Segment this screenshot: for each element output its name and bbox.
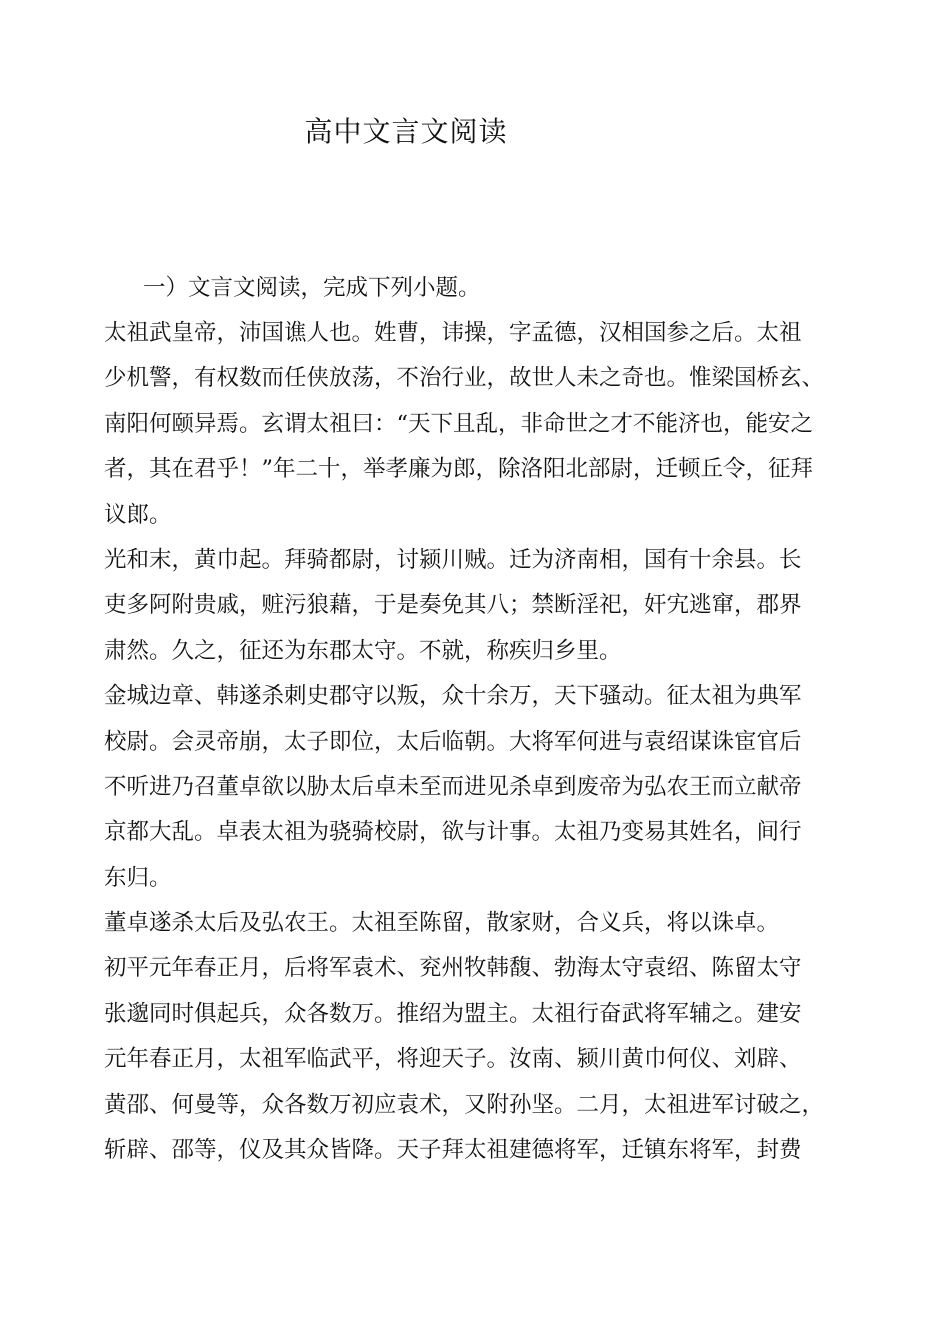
passage-line: 太祖武皇帝，沛国谯人也。姓曹，讳操，字孟德，汉相国参之后。太祖 (104, 320, 802, 346)
passage-line: 金城边章、韩遂杀刺史郡守以叛，众十余万，天下骚动。征太祖为典军 (104, 683, 802, 710)
passage-line: 南阳何颐异焉。玄谓太祖曰：“天下且乱，非命世之才不能济也，能安之 (104, 410, 814, 437)
passage-line: 京都大乱。卓表太祖为骁骑校尉，欲与计事。太祖乃变易其姓名，间行 (104, 819, 802, 846)
passage-body (104, 311, 849, 1173)
passage-line: 不听进乃召董卓欲以胁太后卓未至而进见杀卓到废帝为弘农王而立献帝 (104, 773, 802, 800)
passage-line: 董卓遂杀太后及弘农王。太祖至陈留，散家财，合义兵，将以诛卓。 (104, 910, 780, 937)
passage-line: 东归。 (104, 864, 172, 891)
passage-line: 斩辟、邵等，仪及其众皆降。天子拜太祖建德将军，迁镇东将军，封费 (104, 1137, 802, 1164)
passage-line: 校尉。会灵帝崩，太子即位，太后临朝。大将军何进与袁绍谋诛宦官后 (104, 728, 802, 755)
passage-line: 者，其在君乎！”年二十，举孝廉为郎，除洛阳北部尉，迁顿丘令，征拜 (104, 456, 814, 483)
passage-line: 议郎。 (104, 501, 172, 528)
passage-line: 肃然。久之，征还为东郡太守。不就，称疾归乡里。 (104, 637, 622, 664)
passage-line: 少机警，有权数而任侠放荡，不治行业，故世人未之奇也。惟梁国桥玄、 (104, 365, 825, 392)
passage-line: 元年春正月，太祖军临武平，将迎天子。汝南、颍川黄巾何仪、刘辟、 (104, 1046, 802, 1073)
section-heading: 一）文言文阅读，完成下列小题。 (143, 275, 481, 301)
passage-line: 黄邵、何曼等，众各数万初应袁术，又附孙坚。二月，太祖进军讨破之， (104, 1091, 825, 1118)
passage-line: 光和末，黄巾起。拜骑都尉，讨颍川贼。迁为济南相，国有十余县。长 (104, 546, 802, 573)
passage-line: 张邈同时俱起兵，众各数万。推绍为盟主。太祖行奋武将军辅之。建安 (104, 1000, 802, 1027)
page-title: 高中文言文阅读 (304, 115, 508, 148)
passage-line: 初平元年春正月，后将军袁术、兖州牧韩馥、勃海太守袁绍、陈留太守 (104, 955, 802, 982)
passage-line: 吏多阿附贵戚，赃污狼藉，于是奏免其八；禁断淫祀，奸宄逃窜，郡界 (104, 592, 802, 619)
